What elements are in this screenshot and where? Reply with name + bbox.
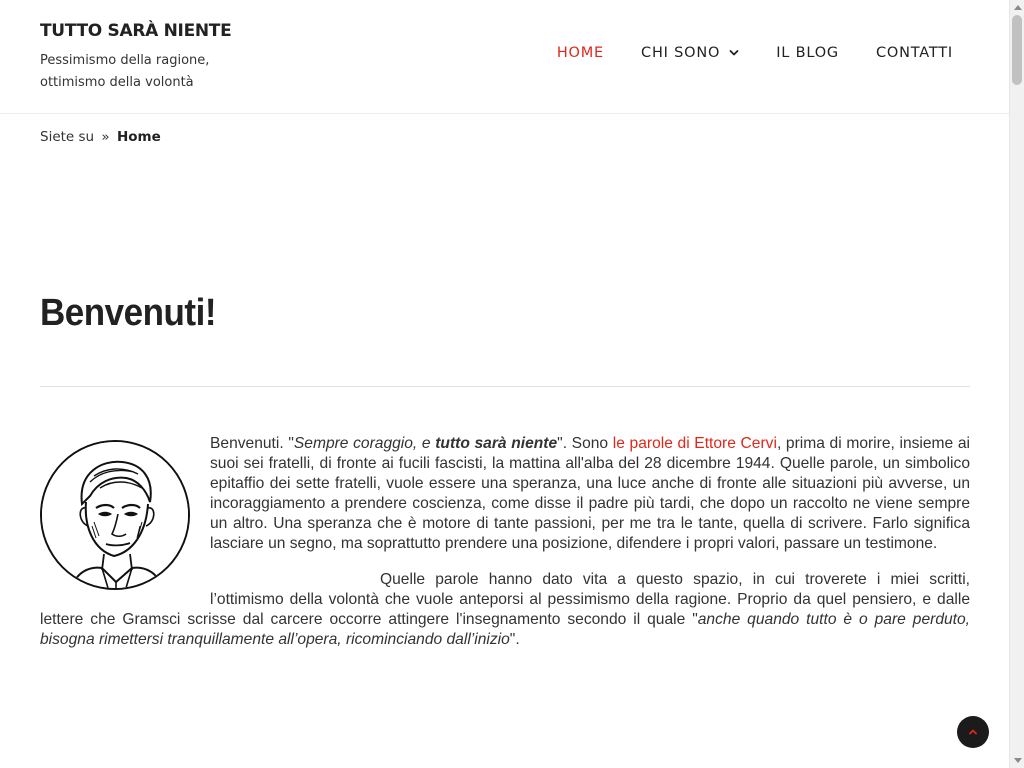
text-run-italic: Sempre coraggio, e — [293, 435, 436, 452]
breadcrumb-current: Home — [116, 129, 161, 145]
nav-item-home[interactable] — [557, 45, 604, 61]
nav-item-label: CONTATTI — [875, 45, 953, 61]
nav-item-label: HOME — [556, 45, 605, 61]
chevron-up-icon — [967, 726, 979, 738]
page-scrollbar[interactable] — [1009, 0, 1024, 768]
site-header — [0, 0, 1009, 114]
portrait-sketch-icon — [40, 440, 190, 590]
back-to-top-button[interactable] — [957, 716, 989, 748]
text-run: ". — [509, 631, 520, 648]
text-run-bold-italic: tutto sarà niente — [435, 435, 558, 452]
site-title[interactable]: TUTTO SARÀ NIENTE — [40, 21, 232, 41]
text-run: Benvenuti. " — [210, 435, 294, 452]
nav-item-il-blog[interactable] — [776, 45, 839, 61]
scroll-up-arrow-icon[interactable] — [1014, 5, 1022, 10]
main-nav — [520, 45, 953, 61]
text-run: Quelle parole hanno dato vita a questo spazio, in cui troverete i miei scritti, l’ottimismo della volontà che vuole anteporsi al pessimismo della ragione. Proprio da quel pensiero, e dalle lettere che Gramsci scrisse dal carcere occorre attingere l'insegnamento secondo il quale " — [40, 571, 970, 628]
breadcrumb — [40, 129, 161, 145]
chevron-down-icon[interactable] — [729, 48, 739, 58]
nav-item-label: IL BLOG — [776, 45, 839, 61]
text-run-italic: anche quando tutto è o pare perduto, bisogna rimettersi tranquillamente all’opera, ricominciando dall’inizio — [40, 611, 971, 648]
text-run: ". Sono — [557, 435, 613, 452]
site-tagline: Pessimismo della ragione, ottimismo della volontà — [40, 53, 210, 90]
breadcrumb-separator: » — [101, 129, 110, 145]
page-title: Benvenuti! — [40, 292, 217, 334]
title-divider — [40, 386, 970, 387]
scroll-down-arrow-icon[interactable] — [1014, 758, 1022, 763]
article-content — [40, 434, 970, 666]
text-run: , prima di morire, insieme ai suoi sei fratelli, di fronte ai fucili fascisti, la mattina all'alba del 28 dicembre 1944. Quelle parole, un simbolico epitaffio dei sette fratelli, vuole essere una speranza, una luce anche di fronte alle situazioni più avverse, un incoraggiamento a prendere coscienza, come disse il padre più tardi, che dopo un raccolto ne viene sempre un altro. Una speranza che è motore di tante passioni, per me tra le tante, quella di scrivere. Farlo significa lasciare un segno, ma soprattutto prendere una posizione, difendere i propri valori, passare un testimone. — [210, 435, 971, 552]
link-ettore-cervi[interactable]: le parole di Ettore Cervi — [612, 435, 777, 452]
nav-item-label: CHI SONO — [641, 45, 721, 61]
nav-item-contatti[interactable] — [876, 45, 953, 61]
scrollbar-thumb[interactable] — [1012, 15, 1022, 85]
paragraph-second — [40, 570, 970, 650]
breadcrumb-prefix: Siete su — [40, 129, 95, 145]
nav-item-chi-sono[interactable] — [641, 45, 739, 61]
